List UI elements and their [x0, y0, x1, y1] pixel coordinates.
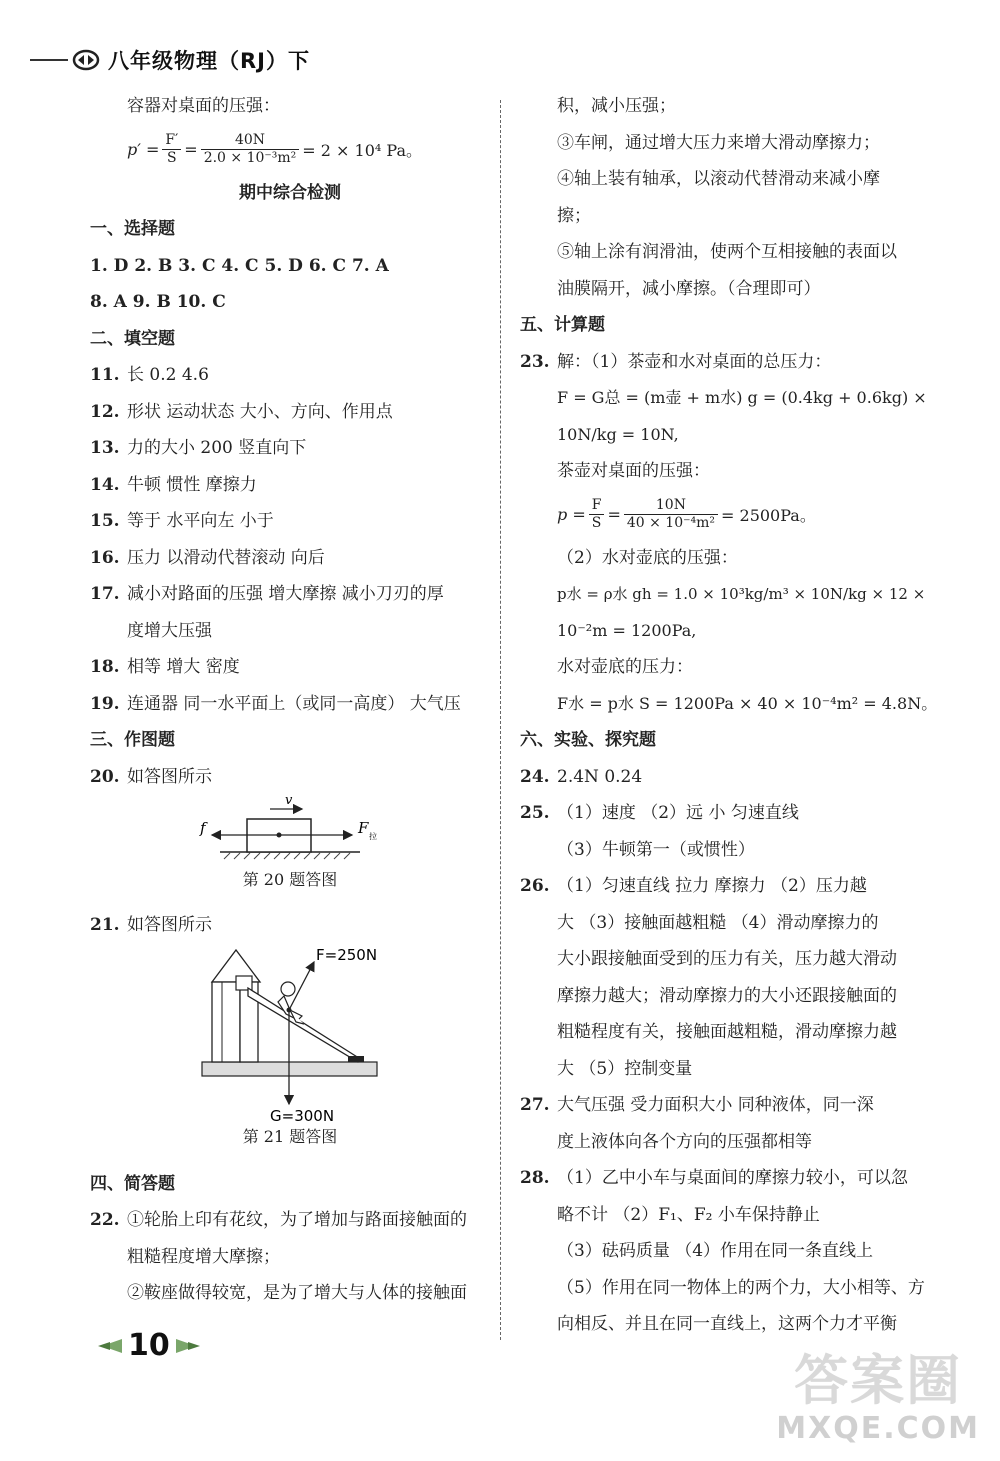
fraction [624, 497, 718, 532]
answer-continued: 向相反、并且在同一直线上，这两个力才平衡 [557, 1314, 897, 1334]
pull-label: F [358, 819, 369, 837]
answer-continued: 大 （5）控制变量 [557, 1058, 693, 1079]
answer-continued: 茶壶对桌面的压强： [557, 461, 710, 481]
formula-container-pressure-teapot [520, 490, 920, 540]
numerator: F′ [162, 132, 181, 150]
denominator: 2.0 × 10⁻³m² [203, 150, 297, 166]
answer-continued: ④轴上装有轴承，以滚动代替滑动来减小摩 [557, 169, 880, 189]
answer: 压力 以滑动代替滚动 向后 [127, 547, 325, 568]
question-number: 16. [90, 547, 120, 568]
question-number: 21. [90, 915, 120, 935]
question-number: 12. [90, 401, 120, 422]
answer: 连通器 同一水平面上（或同一高度） 大气压 [127, 693, 461, 714]
answer-continued: ③车闸，通过增大压力来增大滑动摩擦力； [557, 132, 880, 153]
formula-lhs: p′ = [127, 140, 160, 159]
section-heading: 一、选择题 [90, 219, 175, 239]
equation-line: 10N/kg = 10N, [557, 424, 679, 444]
figure-20 [90, 795, 490, 865]
answer: 力的大小 200 竖直向下 [127, 438, 307, 458]
answer-continued: （2）水对壶底的压强： [557, 547, 738, 568]
question-27 [520, 1087, 920, 1124]
fraction [201, 132, 300, 167]
question-number: 19. [90, 693, 120, 714]
denominator: 40 × 10⁻⁴m² [626, 515, 716, 531]
answer-continued: 摩擦力越大；滑动摩擦力的大小还跟接触面的 [557, 985, 897, 1006]
pull-label-subscript: 拉 [369, 832, 377, 841]
header-rule [30, 59, 68, 61]
question-number: 20. [90, 766, 120, 787]
question-number: 23. [520, 351, 550, 372]
figure-21-diagram [90, 944, 490, 1122]
answer-continued: 油膜隔开，减小摩擦。（合理即可） [557, 278, 821, 299]
slide-end [348, 1056, 364, 1062]
question-number: 28. [520, 1168, 550, 1188]
right-arrow-icon [176, 1337, 202, 1355]
answer: ①轮胎上印有花纹，为了增加与路面接触面的 [127, 1210, 467, 1230]
question-25 [520, 795, 920, 832]
watermark-main: 答案圈 [794, 1349, 963, 1412]
question-14 [90, 467, 490, 504]
velocity-label: v [285, 795, 293, 808]
question-number: 13. [90, 438, 120, 458]
platform-box [236, 976, 252, 990]
figure-20-diagram [90, 795, 490, 865]
answer-continued: 擦； [557, 205, 591, 226]
question-18 [90, 649, 490, 686]
section-title: 期中综合检测 [239, 182, 341, 203]
question-number: 26. [520, 876, 550, 896]
column-divider [500, 100, 501, 1340]
question-21 [90, 907, 490, 944]
page-number-text: 10 [128, 1328, 170, 1363]
answer: 牛顿 惯性 摩擦力 [127, 474, 257, 495]
question-15 [90, 503, 490, 540]
question-28 [520, 1160, 920, 1197]
denominator: S [167, 150, 177, 166]
equation-line: F水 = p水 S = 1200Pa × 40 × 10⁻⁴m² = 4.8N。 [557, 693, 938, 713]
page-number [96, 1328, 202, 1363]
question-11 [90, 357, 490, 394]
question-22 [90, 1202, 490, 1239]
answer: 形状 运动状态 大小、方向、作用点 [127, 401, 393, 422]
friction-label: f [200, 819, 206, 837]
left-arrow-icon [96, 1337, 122, 1355]
numerator: F [589, 497, 605, 515]
answer: 大气压强 受力面积大小 同种液体，同一深 [557, 1095, 874, 1115]
question-number: 22. [90, 1210, 120, 1230]
left-column [90, 88, 490, 1312]
question-number: 17. [90, 584, 120, 604]
answer-continued: 水对壶底的压力： [557, 657, 693, 677]
answer-line: 8. A 9. B 10. C [90, 292, 226, 312]
answer-continued: 度增大压强 [127, 620, 212, 641]
center-point [277, 833, 282, 838]
answer-continued: ⑤轴上涂有润滑油，使两个互相接触的表面以 [557, 242, 897, 262]
answer: 解：（1）茶壶和水对桌面的总压力： [557, 351, 832, 372]
question-number: 14. [90, 474, 120, 495]
answer-continued: （3）牛顿第一（或惯性） [557, 839, 755, 860]
answer: （1）速度 （2）远 小 匀速直线 [557, 803, 799, 823]
section-heading: 五、计算题 [520, 315, 605, 335]
question-20 [90, 759, 490, 796]
question-number: 11. [90, 365, 120, 385]
question-13 [90, 430, 490, 467]
formula-result: = 2500Pa。 [721, 506, 816, 525]
answer: 等于 水平向左 小于 [127, 511, 274, 531]
question-number: 27. [520, 1095, 550, 1115]
section-heading: 四、简答题 [90, 1173, 175, 1194]
answer: 如答图所示 [127, 915, 212, 935]
watermark [776, 1351, 980, 1446]
equation-line: F = G总 = (m壶 + m水) g = (0.4kg + 0.6kg) × [557, 388, 927, 407]
page-header [30, 40, 310, 80]
answer-continued: 度上液体向各个方向的压强都相等 [557, 1131, 812, 1152]
question-26 [520, 868, 920, 905]
answer-continued: 粗糙程度增大摩擦； [127, 1246, 280, 1267]
header-title: 八年级物理（RJ）下 [108, 49, 310, 73]
answer: （1）乙中小车与桌面间的摩擦力较小，可以忽 [557, 1168, 908, 1188]
ground-hatching [224, 853, 350, 859]
answer-continued: 大小跟接触面受到的压力有关，压力越大滑动 [557, 949, 897, 969]
answer-continued: ②鞍座做得较宽，是为了增大与人体的接触面 [127, 1283, 467, 1303]
denominator: S [591, 515, 602, 531]
answer: （1）匀速直线 拉力 摩擦力 （2）压力越 [557, 876, 867, 896]
answer-continued: （3）砝码质量 （4）作用在同一条直线上 [557, 1241, 874, 1261]
formula-lhs: p = [557, 505, 586, 524]
answer: 相等 增大 密度 [127, 657, 240, 677]
answer: 长 0.2 4.6 [127, 365, 209, 385]
answer-line: 1. D 2. B 3. C 4. C 5. D 6. C 7. A [90, 255, 389, 276]
formula-container-pressure [90, 125, 490, 175]
section-heading: 三、作图题 [90, 730, 175, 750]
question-23 [520, 344, 920, 381]
equation-line: 10⁻²m = 1200Pa, [557, 620, 697, 640]
book-logo-icon [72, 49, 100, 71]
answer: 2.4N 0.24 [557, 766, 643, 787]
answer-continued: 积，减小压强； [557, 96, 676, 116]
equals: = [607, 505, 621, 524]
equation-line: p水 = ρ水 gh = 1.0 × 10³kg/m³ × 10N/kg × 12 × [557, 585, 926, 603]
question-12 [90, 394, 490, 431]
question-24 [520, 759, 920, 796]
fraction [589, 497, 605, 532]
question-number: 24. [520, 766, 550, 787]
watermark-sub: MXQE.COM [776, 1411, 980, 1446]
numerator: 10N [624, 497, 718, 515]
question-19 [90, 686, 490, 723]
answer: 减小对路面的压强 增大摩擦 减小刀刃的厚 [127, 584, 444, 604]
figure-20-caption: 第 20 题答图 [242, 870, 338, 889]
figure-21 [90, 944, 490, 1122]
section-heading: 六、实验、探究题 [520, 730, 656, 750]
force-label: F=250N [316, 945, 378, 964]
right-column [520, 88, 938, 1343]
equals: = [184, 140, 198, 159]
slide-ramp [248, 988, 362, 1062]
line: 容器对桌面的压强： [127, 96, 280, 116]
gravity-label: G=300N [270, 1106, 335, 1122]
section-heading: 二、填空题 [90, 328, 175, 349]
answer: 如答图所示 [127, 766, 212, 787]
slide-tower [212, 982, 240, 1062]
answer-continued: （5）作用在同一物体上的两个力，大小相等、方 [557, 1277, 925, 1298]
answer-continued: 粗糙程度有关，接触面越粗糙，滑动摩擦力越 [557, 1022, 897, 1042]
question-number: 15. [90, 511, 120, 531]
figure-21-caption: 第 21 题答图 [242, 1126, 338, 1146]
fraction [162, 132, 181, 167]
question-number: 25. [520, 803, 550, 823]
question-17 [90, 576, 490, 613]
question-16 [90, 540, 490, 577]
question-number: 18. [90, 657, 120, 677]
numerator: 40N [201, 132, 300, 150]
answer-continued: 略不计 （2）F₁、F₂ 小车保持静止 [557, 1204, 820, 1225]
formula-result: = 2 × 10⁴ Pa。 [302, 141, 422, 160]
answer-continued: 大 （3）接触面越粗糙 （4）滑动摩擦力的 [557, 912, 879, 933]
